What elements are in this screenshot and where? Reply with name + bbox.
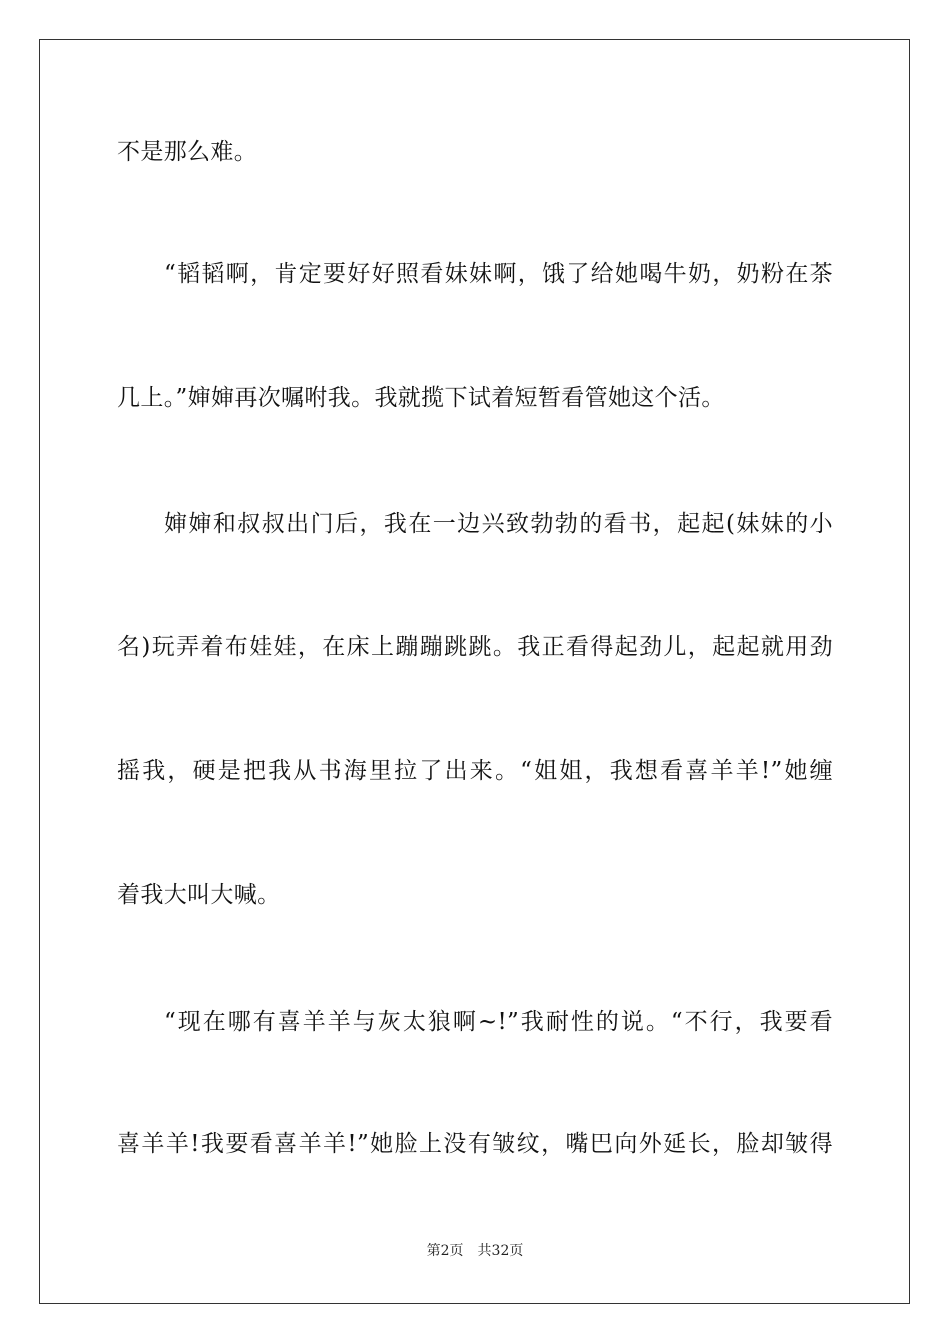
text-line: “韬韬啊，肯定要好好照看妹妹啊，饿了给她喝牛奶，奶粉在茶 [164, 261, 833, 287]
text-line: 几上。”婶婶再次嘱咐我。我就揽下试着短暂看管她这个活。 [117, 385, 725, 411]
text-line: “现在哪有喜羊羊与灰太狼啊~!”我耐性的说。“不行，我要看 [164, 1009, 833, 1035]
text-line: 着我大叫大喊。 [117, 882, 281, 908]
text-line: 喜羊羊!我要看喜羊羊!”她脸上没有皱纹，嘴巴向外延长，脸却皱得 [117, 1131, 833, 1157]
text-line: 不是那么难。 [117, 139, 258, 165]
page-frame [39, 39, 910, 1304]
text-line: 婶婶和叔叔出门后，我在一边兴致勃勃的看书，起起(妹妹的小 [164, 511, 833, 537]
text-line: 名)玩弄着布娃娃，在床上蹦蹦跳跳。我正看得起劲儿，起起就用劲 [117, 634, 833, 660]
text-line: 摇我，硬是把我从书海里拉了出来。“姐姐，我想看喜羊羊!”她缠 [117, 758, 833, 784]
page-footer [0, 1242, 950, 1260]
page-total: 共32页 [477, 1243, 524, 1259]
page-number: 第2页 [426, 1243, 464, 1259]
